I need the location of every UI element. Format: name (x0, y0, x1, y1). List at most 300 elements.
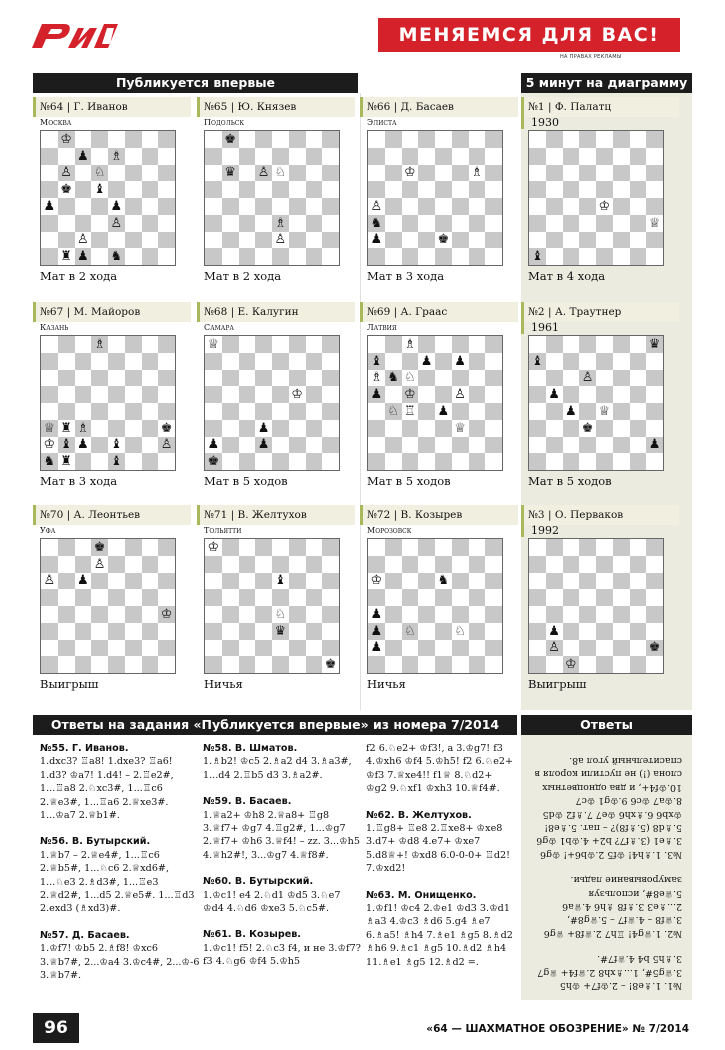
board-square (546, 556, 563, 573)
board-square (418, 181, 435, 198)
board-square (58, 420, 75, 437)
board-square (546, 248, 563, 265)
white-king-icon: ♔ (370, 573, 383, 589)
board-square (158, 131, 175, 148)
board-square (91, 420, 108, 437)
puzzle-year: 1930 (521, 117, 679, 129)
board-square (469, 181, 486, 198)
board-square (385, 181, 402, 198)
board-square (402, 623, 419, 640)
black-pawn-icon: ♟ (565, 403, 577, 419)
board-square (418, 640, 435, 657)
board-square (579, 606, 596, 623)
board-square (58, 623, 75, 640)
board-square (646, 623, 663, 640)
board-square (485, 589, 502, 606)
board-square (322, 420, 339, 437)
board-square (91, 453, 108, 470)
board-square (41, 215, 58, 232)
separator: | (227, 509, 238, 521)
board-square (630, 573, 647, 590)
board-square (418, 420, 435, 437)
board-square (322, 181, 339, 198)
puzzle (521, 505, 679, 691)
board-square (368, 437, 385, 454)
board-square (385, 437, 402, 454)
white-king-icon: ♔ (207, 539, 220, 555)
board-square (272, 131, 289, 148)
board-square (368, 198, 385, 215)
board-square (563, 198, 580, 215)
board-square (289, 606, 306, 623)
board-square (469, 656, 486, 673)
board-square (142, 403, 159, 420)
board-square (402, 232, 419, 249)
board-square (289, 556, 306, 573)
board-square (108, 232, 125, 249)
board-square (322, 198, 339, 215)
board-square (418, 248, 435, 265)
board-square (255, 403, 272, 420)
black-bishop-icon: ♝ (531, 249, 544, 265)
board-square (418, 403, 435, 420)
board-square (158, 248, 175, 265)
answer-text: 1.♕a2+ ♔h8 2.♕a8+ ♖g8 3.♕f7+ ♔g7 4.♖g2#, 1...♔g7 2.♕f7+ ♔h6 3.♕f4! – zz. 3...♔h5 4.♕h2#!, 3...♔g7 4.♕f8#. (203, 809, 360, 861)
board-square (58, 181, 75, 198)
board-square (239, 248, 256, 265)
white-pawn-icon: ♙ (110, 215, 123, 231)
board-square (613, 589, 630, 606)
board-square (41, 437, 58, 454)
board-square (579, 403, 596, 420)
board-square (368, 181, 385, 198)
chess-board (40, 130, 176, 266)
page-number: 96 (33, 1013, 79, 1043)
board-square (596, 640, 613, 657)
board-square (402, 131, 419, 148)
board-square (322, 556, 339, 573)
board-square (385, 148, 402, 165)
white-knight-icon: ♘ (93, 165, 106, 181)
board-square (108, 353, 125, 370)
board-square (546, 148, 563, 165)
promo-banner: МЕНЯЕМСЯ ДЛЯ ВАС! (378, 18, 680, 52)
board-square (91, 131, 108, 148)
separator: | (544, 509, 555, 521)
board-square (596, 232, 613, 249)
board-square (563, 453, 580, 470)
board-square (158, 556, 175, 573)
board-square (563, 656, 580, 673)
board-square (418, 437, 435, 454)
board-square (613, 336, 630, 353)
board-square (485, 573, 502, 590)
answer-text: 1.♕b7 – 2.♕e4#, 1...♖c6 2.♕b5#, 1...♘c6 2.♕xd6#, 1...♘e3 2.♗d3#, 1...♖e3 2.♕d2#, 1...d5 2.♕e5#. 1...♖d3 2.exd3 (♗xd3)#. (40, 849, 195, 915)
board-square (222, 623, 239, 640)
board-square (272, 148, 289, 165)
answer-heading: №62. В. Желтухов. (366, 809, 472, 821)
board-square (255, 336, 272, 353)
board-square (469, 589, 486, 606)
board-square (529, 232, 546, 249)
puzzle-author: Д. Басаев (400, 101, 454, 113)
board-square (368, 353, 385, 370)
answer-heading: №57. Д. Басаев. (40, 929, 130, 941)
board-square (222, 232, 239, 249)
black-queen-icon: ♛ (274, 623, 287, 639)
board-square (108, 539, 125, 556)
board-square (75, 198, 92, 215)
black-bishop-icon: ♝ (93, 182, 106, 198)
puzzle-number: №67 (40, 306, 64, 318)
board-square (58, 640, 75, 657)
board-square (158, 589, 175, 606)
board-square (91, 606, 108, 623)
board-square (452, 181, 469, 198)
board-square (322, 148, 339, 165)
board-square (563, 606, 580, 623)
board-square (452, 215, 469, 232)
board-square (91, 248, 108, 265)
board-square (108, 589, 125, 606)
board-square (469, 420, 486, 437)
board-square (385, 353, 402, 370)
board-square (58, 353, 75, 370)
board-square (579, 336, 596, 353)
board-square (272, 232, 289, 249)
board-square (75, 232, 92, 249)
board-square (452, 640, 469, 657)
board-square (239, 370, 256, 387)
board-square (125, 353, 142, 370)
board-square (142, 131, 159, 148)
board-square (205, 640, 222, 657)
board-square (58, 148, 75, 165)
board-square (289, 165, 306, 182)
board-square (108, 640, 125, 657)
puzzle-city: Казань (40, 323, 69, 332)
black-pawn-icon: ♟ (437, 403, 450, 419)
puzzle-result: Мат в 2 хода (204, 269, 282, 283)
puzzle-number: №2 (528, 306, 545, 318)
board-square (385, 232, 402, 249)
board-square (322, 370, 339, 387)
board-square (368, 148, 385, 165)
board-square (142, 556, 159, 573)
board-square (41, 640, 58, 657)
board-square (142, 336, 159, 353)
board-square (418, 215, 435, 232)
board-square (322, 623, 339, 640)
black-pawn-icon: ♟ (370, 232, 383, 248)
magazine-title: «64 — ШАХМАТНОЕ ОБОЗРЕНИЕ» № 7/2014 (426, 1023, 689, 1035)
black-bishop-icon: ♝ (110, 437, 123, 453)
separator: | (390, 509, 401, 521)
puzzle-number: №66 (367, 101, 391, 113)
board-square (75, 353, 92, 370)
board-square (142, 353, 159, 370)
board-square (385, 623, 402, 640)
board-square (91, 386, 108, 403)
board-square (205, 420, 222, 437)
chess-board (528, 538, 664, 674)
board-square (485, 539, 502, 556)
board-square (58, 573, 75, 590)
board-square (452, 656, 469, 673)
board-square (239, 386, 256, 403)
board-square (579, 165, 596, 182)
board-square (41, 131, 58, 148)
board-square (435, 336, 452, 353)
board-square (125, 198, 142, 215)
puzzle (360, 505, 518, 691)
puzzle-year: 1961 (521, 322, 679, 334)
board-square (452, 556, 469, 573)
board-square (306, 232, 323, 249)
board-square (596, 215, 613, 232)
board-square (613, 370, 630, 387)
board-square (546, 606, 563, 623)
puzzle-result: Мат в 2 хода (40, 269, 118, 283)
board-square (306, 623, 323, 640)
board-square (58, 165, 75, 182)
board-square (58, 403, 75, 420)
board-square (579, 370, 596, 387)
board-square (402, 453, 419, 470)
black-queen-icon: ♛ (648, 336, 661, 352)
black-bishop-icon: ♝ (531, 353, 544, 369)
board-square (469, 403, 486, 420)
board-square (402, 198, 419, 215)
puzzle-result: Мат в 5 ходов (204, 474, 288, 488)
board-square (630, 606, 647, 623)
board-square (289, 131, 306, 148)
board-square (402, 215, 419, 232)
board-square (289, 589, 306, 606)
board-square (485, 420, 502, 437)
puzzle-result: Выигрыш (40, 677, 99, 691)
board-square (125, 165, 142, 182)
board-square (485, 353, 502, 370)
board-square (596, 420, 613, 437)
board-square (485, 248, 502, 265)
puzzle-author: Г. Иванов (73, 101, 128, 113)
board-square (205, 165, 222, 182)
board-square (158, 623, 175, 640)
separator: | (544, 101, 555, 113)
board-square (485, 437, 502, 454)
black-knight-icon: ♞ (43, 454, 56, 470)
black-bishop-icon: ♝ (370, 353, 383, 369)
board-square (469, 386, 486, 403)
board-square (529, 336, 546, 353)
board-square (272, 539, 289, 556)
board-square (646, 606, 663, 623)
puzzle-header (197, 97, 355, 117)
board-square (58, 606, 75, 623)
board-square (322, 656, 339, 673)
board-square (272, 420, 289, 437)
puzzle-result: Выигрыш (528, 677, 587, 691)
board-square (222, 181, 239, 198)
board-square (142, 437, 159, 454)
board-square (222, 353, 239, 370)
board-square (546, 437, 563, 454)
white-queen-icon: ♕ (454, 420, 466, 436)
board-square (435, 573, 452, 590)
board-square (368, 556, 385, 573)
white-king-icon: ♔ (598, 198, 611, 214)
board-square (108, 181, 125, 198)
board-square (205, 437, 222, 454)
black-pawn-icon: ♟ (454, 353, 466, 369)
board-square (205, 131, 222, 148)
board-square (239, 181, 256, 198)
board-square (435, 420, 452, 437)
answer-text: f2 6.♘e2+ ♔f3!, а 3.♔g7! f3 4.♔xh6 ♔f4 5.♔h5! f2 6.♘e2+ ♔f3 7.♕xe4!! f1♕ 8.♘d2+ ♔g2 9.♘xf1 ♔xh3 10.♕f4#. (366, 743, 514, 795)
board-square (108, 165, 125, 182)
board-square (58, 437, 75, 454)
board-square (125, 248, 142, 265)
board-square (546, 453, 563, 470)
black-pawn-icon: ♟ (257, 437, 270, 453)
board-square (485, 656, 502, 673)
board-square (75, 181, 92, 198)
board-square (469, 623, 486, 640)
board-square (563, 148, 580, 165)
board-square (596, 573, 613, 590)
board-square (435, 386, 452, 403)
board-square (596, 386, 613, 403)
black-knight-icon: ♞ (437, 573, 450, 589)
chess-board (367, 335, 503, 471)
puzzle-header (521, 97, 679, 117)
board-square (469, 148, 486, 165)
board-square (435, 437, 452, 454)
board-square (368, 623, 385, 640)
board-square (418, 589, 435, 606)
board-square (546, 420, 563, 437)
board-square (58, 232, 75, 249)
board-square (125, 640, 142, 657)
board-square (646, 403, 663, 420)
puzzle-city: Элиста (367, 118, 397, 127)
board-square (368, 370, 385, 387)
board-square (289, 336, 306, 353)
black-pawn-icon: ♟ (43, 198, 56, 214)
board-square (529, 215, 546, 232)
board-square (158, 386, 175, 403)
board-square (306, 606, 323, 623)
board-square (322, 353, 339, 370)
puzzle-author: М. Майоров (73, 306, 141, 318)
board-square (108, 386, 125, 403)
board-square (402, 640, 419, 657)
board-square (142, 606, 159, 623)
board-square (222, 437, 239, 454)
puzzle-header (521, 505, 679, 525)
board-square (596, 589, 613, 606)
chess-board (367, 538, 503, 674)
puzzle (360, 97, 518, 283)
puzzle-author: Ю. Князев (237, 101, 297, 113)
board-square (158, 165, 175, 182)
board-square (289, 248, 306, 265)
board-square (368, 573, 385, 590)
board-square (272, 198, 289, 215)
board-square (142, 573, 159, 590)
board-square (41, 353, 58, 370)
board-square (529, 181, 546, 198)
board-square (205, 573, 222, 590)
board-square (91, 403, 108, 420)
black-pawn-icon: ♟ (77, 437, 89, 453)
puzzle (33, 505, 191, 691)
black-pawn-icon: ♟ (77, 573, 89, 589)
puzzle-result: Ничья (367, 677, 406, 691)
board-square (75, 148, 92, 165)
board-square (158, 403, 175, 420)
board-square (58, 131, 75, 148)
board-square (58, 539, 75, 556)
black-king-icon: ♚ (60, 182, 72, 198)
board-square (452, 165, 469, 182)
section-first-published: Публикуется впервые (33, 73, 358, 93)
puzzle-city: Уфа (40, 526, 56, 535)
board-square (452, 437, 469, 454)
board-square (255, 131, 272, 148)
black-pawn-icon: ♟ (420, 353, 433, 369)
board-square (402, 420, 419, 437)
board-square (255, 420, 272, 437)
board-square (205, 353, 222, 370)
board-square (485, 403, 502, 420)
board-square (368, 606, 385, 623)
board-square (579, 623, 596, 640)
board-square (222, 556, 239, 573)
board-square (630, 131, 647, 148)
board-square (255, 198, 272, 215)
white-pawn-icon: ♙ (257, 165, 270, 181)
puzzle-number: №71 (204, 509, 228, 521)
board-square (529, 573, 546, 590)
board-square (563, 403, 580, 420)
board-square (546, 215, 563, 232)
board-square (596, 606, 613, 623)
board-square (306, 353, 323, 370)
board-square (205, 556, 222, 573)
white-king-icon: ♔ (291, 387, 303, 403)
board-square (630, 556, 647, 573)
board-square (385, 248, 402, 265)
puzzle (360, 302, 518, 488)
board-square (222, 640, 239, 657)
board-square (469, 232, 486, 249)
chess-board (204, 130, 340, 266)
board-square (596, 539, 613, 556)
board-square (485, 215, 502, 232)
board-square (579, 148, 596, 165)
board-square (385, 539, 402, 556)
board-square (306, 148, 323, 165)
board-square (222, 573, 239, 590)
board-square (485, 131, 502, 148)
board-square (108, 370, 125, 387)
board-square (239, 437, 256, 454)
board-square (546, 165, 563, 182)
board-square (91, 353, 108, 370)
board-square (529, 370, 546, 387)
